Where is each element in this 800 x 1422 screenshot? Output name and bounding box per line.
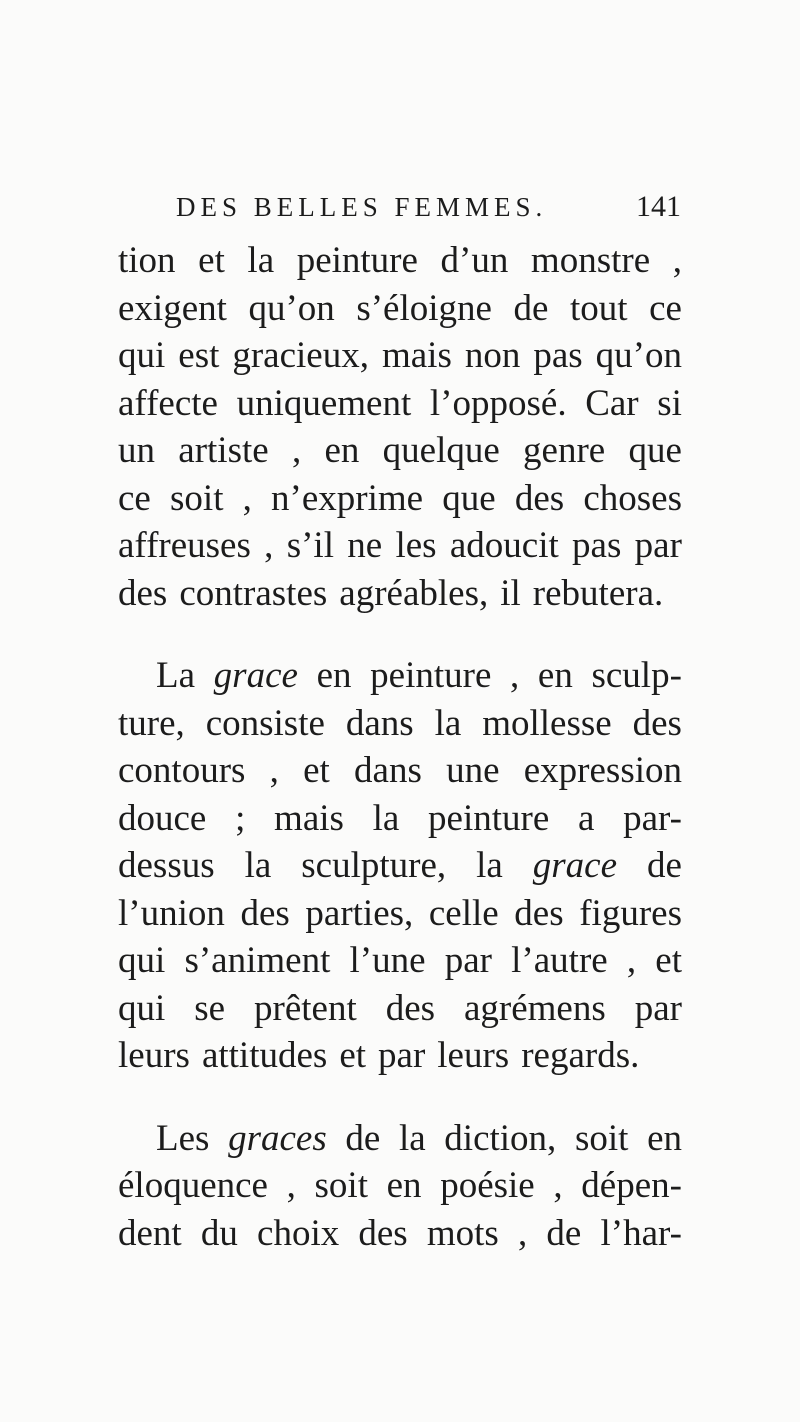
- text-line: exigent qu’on s’éloigne de tout ce: [118, 287, 682, 329]
- text-line: éloquence , soit en poésie , dépen-: [118, 1165, 682, 1206]
- text-line: des contrastes agréables, il rebutera.: [118, 572, 664, 614]
- text-line: qui s’animent l’une par l’autre , et: [118, 940, 682, 981]
- text-line: affecte uniquement l’opposé. Car si: [118, 382, 682, 424]
- text-line: douce ; mais la peinture a par-: [118, 797, 682, 839]
- paragraph: [118, 1115, 682, 1258]
- text-line: l’union des parties, celle des figures: [118, 892, 682, 934]
- text-line: qui se prêtent des agrémens par: [118, 987, 682, 1029]
- text-line: contours , et dans une expression: [118, 750, 682, 791]
- text-line: Les graces de la diction, soit en: [156, 1117, 682, 1159]
- running-head: [176, 190, 681, 224]
- body-text: [118, 237, 682, 1257]
- text-line: dessus la sculpture, la grace de: [118, 845, 682, 886]
- text-line: affreuses , s’il ne les adoucit pas par: [118, 525, 682, 566]
- paragraph-gap: [118, 617, 682, 652]
- text-line: un artiste , en quelque genre que: [118, 430, 682, 471]
- paragraph: [118, 237, 682, 617]
- paragraph-gap: [118, 1080, 682, 1115]
- text-line: qui est gracieux, mais non pas qu’on: [118, 335, 682, 376]
- text-line: ture, consiste dans la mollesse des: [118, 702, 682, 744]
- text-line: ce soit , n’exprime que des choses: [118, 477, 682, 519]
- page-number: 141: [636, 190, 681, 223]
- text-line: tion et la peinture d’un monstre ,: [118, 240, 682, 281]
- text-line: La grace en peinture , en sculp-: [156, 655, 682, 696]
- running-title: DES BELLES FEMMES.: [176, 192, 548, 222]
- text-line: leurs attitudes et par leurs regards.: [118, 1035, 640, 1076]
- text-line: dent du choix des mots , de l’har-: [118, 1212, 682, 1254]
- paragraph: [118, 652, 682, 1080]
